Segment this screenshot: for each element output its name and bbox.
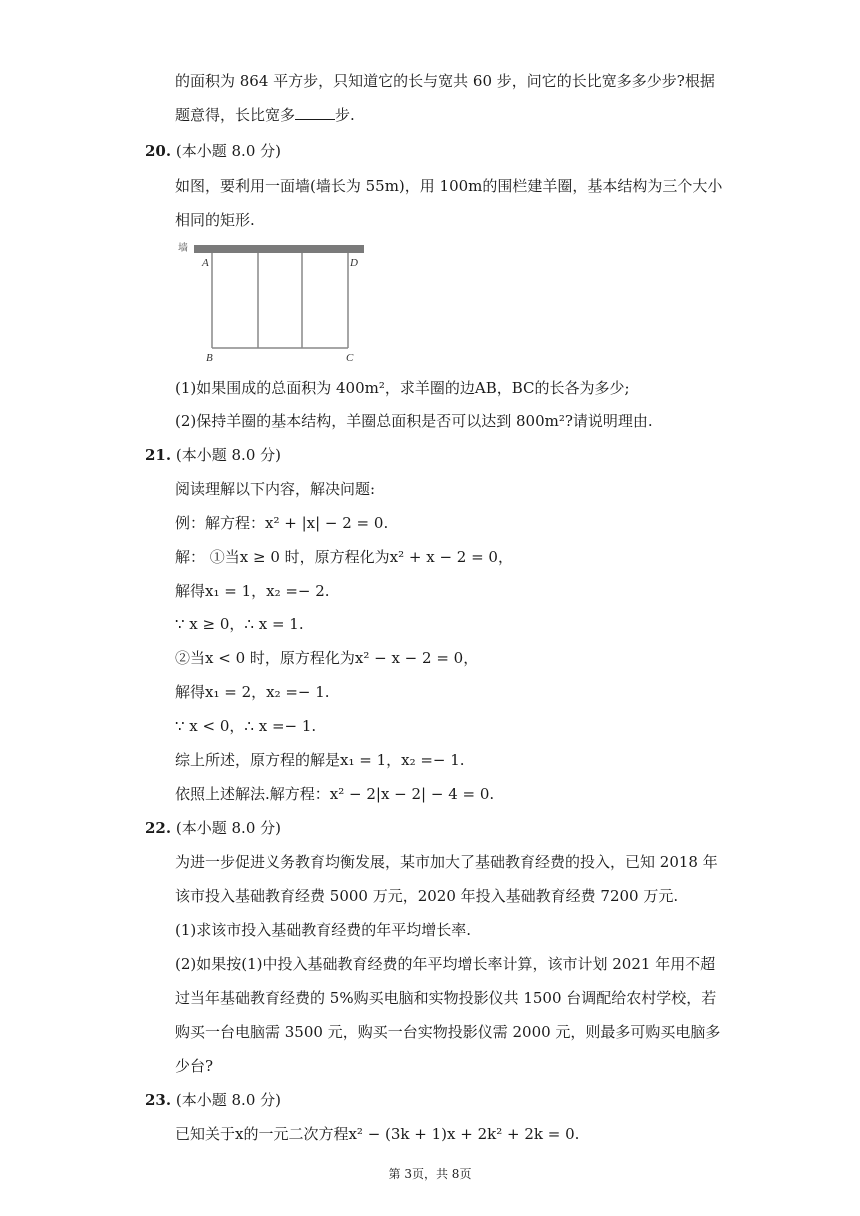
question-score: (本小题 8.0 分) <box>175 142 281 160</box>
text-line: (1)如果围成的总面积为 400m²，求羊圈的边AB，BC的长各为多少; <box>175 379 630 397</box>
wall-bar <box>194 245 364 253</box>
text-line: 阅读理解以下内容，解决问题: <box>175 480 376 498</box>
text-line: 该市投入基础教育经费 5000 万元，2020 年投入基础教育经费 7200 万元. <box>175 887 679 905</box>
text-line: 解： ①当x ≥ 0 时，原方程化为x² + x − 2 = 0， <box>175 548 513 566</box>
text-line: 解得x₁ = 2，x₂ =− 1. <box>175 683 330 701</box>
question-score: (本小题 8.0 分) <box>175 819 281 837</box>
question-20-header <box>145 141 281 161</box>
text-line: 例：解方程：x² + |x| − 2 = 0. <box>175 514 389 532</box>
text-line: 相同的矩形. <box>175 211 255 229</box>
answer-blank <box>295 105 335 120</box>
sheep-pen-figure <box>178 240 368 365</box>
text-line: (2)如果按(1)中投入基础教育经费的年平均增长率计算，该市计划 2021 年用不超 <box>175 955 716 973</box>
text-line: 购买一台电脑需 3500 元，购买一台实物投影仪需 2000 元，则最多可购买电脑多 <box>175 1023 721 1041</box>
text-line: 依照上述解法.解方程：x² − 2|x − 2| − 4 = 0. <box>175 785 495 803</box>
text-line: 为进一步促进义务教育均衡发展，某市加大了基础教育经费的投入，已知 2018 年 <box>175 853 718 871</box>
text-line: (1)求该市投入基础教育经费的年平均增长率. <box>175 921 472 939</box>
text-segment: 题意得，长比宽多 <box>175 106 296 124</box>
text-line: 过当年基础教育经费的 5%购买电脑和实物投影仪共 1500 台调配给农村学校，若 <box>175 989 717 1007</box>
question-score: (本小题 8.0 分) <box>175 446 281 464</box>
question-number: 22. <box>145 819 172 837</box>
text-line: (2)保持羊圈的基本结构，羊圈总面积是否可以达到 800m²?请说明理由. <box>175 412 653 430</box>
question-21-header <box>145 445 281 465</box>
text-line: ∵ x ≥ 0，∴ x = 1. <box>175 615 304 633</box>
text-line: 的面积为 864 平方步，只知道它的长与宽共 60 步，问它的长比宽多多少步?根据 <box>175 72 715 90</box>
page-footer: 第 3页，共 8页 <box>388 1167 472 1181</box>
wall-label: 墙 <box>178 243 188 254</box>
question-number: 20. <box>145 142 172 160</box>
point-label-a: A <box>202 257 209 269</box>
text-line: 解得x₁ = 1，x₂ =− 2. <box>175 582 330 600</box>
text-line: ②当x < 0 时，原方程化为x² − x − 2 = 0， <box>175 649 479 667</box>
text-line: 少台? <box>175 1057 214 1075</box>
question-number: 21. <box>145 446 172 464</box>
text-line: 已知关于x的一元二次方程x² − (3k + 1)x + 2k² + 2k = 0. <box>175 1125 580 1143</box>
text-line: 如图，要利用一面墙(墙长为 55m)，用 100m的围栏建羊圈，基本结构为三个大小 <box>175 177 723 195</box>
point-label-d: D <box>350 257 358 269</box>
question-score: (本小题 8.0 分) <box>175 1091 281 1109</box>
question-22-header <box>145 818 281 838</box>
text-line-with-blank <box>175 105 355 125</box>
text-line: 综上所述，原方程的解是x₁ = 1，x₂ =− 1. <box>175 751 465 769</box>
text-line: ∵ x < 0，∴ x =− 1. <box>175 717 317 735</box>
point-label-b: B <box>206 352 213 364</box>
question-number: 23. <box>145 1091 172 1109</box>
point-label-c: C <box>346 352 354 364</box>
question-23-header <box>145 1090 281 1110</box>
text-segment: 步. <box>335 106 355 124</box>
